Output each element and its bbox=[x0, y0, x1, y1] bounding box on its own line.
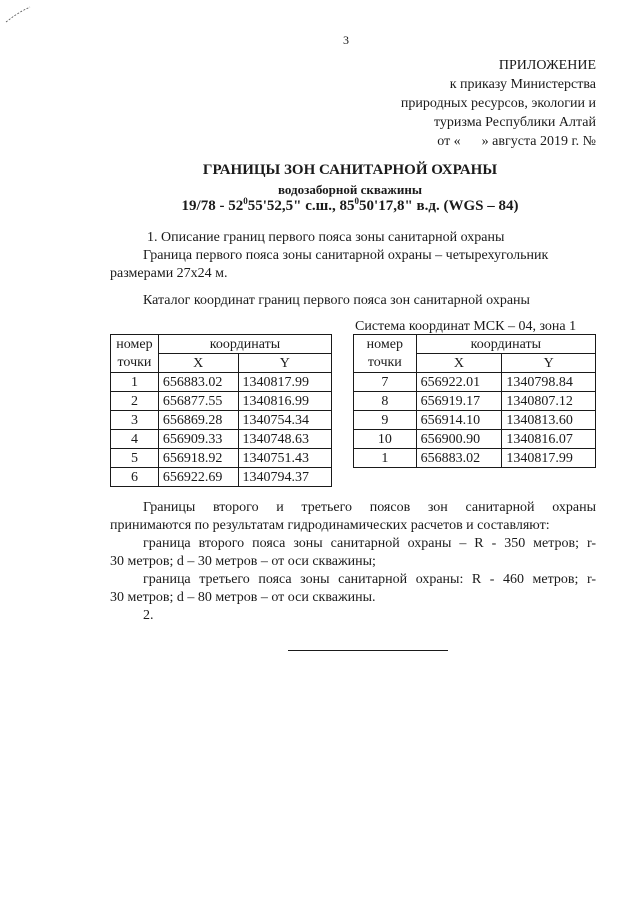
column-header-number: точки bbox=[111, 354, 159, 373]
column-header-number: номер bbox=[354, 335, 417, 354]
appendix-line: к приказу Министерства bbox=[449, 77, 596, 92]
second-belt-line: 30 метров; d – 30 метров – от оси скважины; bbox=[110, 554, 376, 569]
document-title: ГРАНИЦЫ ЗОН САНИТАРНОЙ ОХРАНЫ bbox=[202, 162, 498, 178]
second-belt-line: граница второго пояса зоны санитарной охраны – R - 350 метров; r- bbox=[143, 536, 596, 551]
point-number: 9 bbox=[354, 411, 417, 430]
table-row bbox=[354, 392, 596, 411]
table-row bbox=[354, 373, 596, 392]
x-coordinate: 656918.92 bbox=[158, 449, 238, 468]
section1-heading: 1. Описание границ первого пояса зоны санитарной охраны bbox=[147, 230, 505, 245]
point-number: 6 bbox=[111, 468, 159, 487]
x-coordinate: 656883.02 bbox=[416, 449, 502, 468]
x-coordinate: 656883.02 bbox=[158, 373, 238, 392]
appendix-title: ПРИЛОЖЕНИЕ bbox=[498, 58, 596, 73]
x-coordinate: 656869.28 bbox=[158, 411, 238, 430]
table-row bbox=[354, 449, 596, 468]
column-header-x: X bbox=[158, 354, 238, 373]
section1-text-line: Граница первого пояса зоны санитарной охраны – четырехугольник bbox=[143, 248, 549, 263]
y-coordinate: 1340794.37 bbox=[238, 468, 331, 487]
section-item-number: 2. bbox=[143, 608, 154, 623]
table-row bbox=[111, 411, 332, 430]
section1-text-line: размерами 27х24 м. bbox=[110, 266, 228, 281]
appendix-date-line: от « » августа 2019 г. № bbox=[437, 134, 596, 149]
table-row bbox=[111, 430, 332, 449]
y-coordinate: 1340817.99 bbox=[238, 373, 331, 392]
point-number: 5 bbox=[111, 449, 159, 468]
appendix-block bbox=[360, 56, 596, 151]
y-coordinate: 1340813.60 bbox=[502, 411, 596, 430]
table-row bbox=[111, 373, 332, 392]
x-coordinate: 656909.33 bbox=[158, 430, 238, 449]
table-row bbox=[354, 430, 596, 449]
column-header-y: Y bbox=[502, 354, 596, 373]
table-row bbox=[111, 392, 332, 411]
x-coordinate: 656914.10 bbox=[416, 411, 502, 430]
appendix-line: природных ресурсов, экологии и bbox=[400, 96, 596, 111]
coordinates-table-right bbox=[353, 334, 596, 468]
point-number: 2 bbox=[111, 392, 159, 411]
y-coordinate: 1340748.63 bbox=[238, 430, 331, 449]
end-separator-line bbox=[288, 650, 448, 651]
y-coordinate: 1340751.43 bbox=[238, 449, 331, 468]
point-number: 10 bbox=[354, 430, 417, 449]
third-belt-line: граница третьего пояса зоны санитарной охраны: R - 460 метров; r- bbox=[143, 572, 596, 587]
section2-text-line: Границы второго и третьего поясов зон санитарной охраны bbox=[143, 500, 596, 515]
point-number: 8 bbox=[354, 392, 417, 411]
x-coordinate: 656922.69 bbox=[158, 468, 238, 487]
column-header-coordinates: координаты bbox=[416, 335, 595, 354]
coordinates-table-left bbox=[110, 334, 332, 487]
table-row bbox=[111, 468, 332, 487]
y-coordinate: 1340807.12 bbox=[502, 392, 596, 411]
x-coordinate: 656900.90 bbox=[416, 430, 502, 449]
catalog-caption: Каталог координат границ первого пояса зон санитарной охраны bbox=[143, 293, 530, 308]
point-number: 4 bbox=[111, 430, 159, 449]
x-coordinate: 656922.01 bbox=[416, 373, 502, 392]
column-header-y: Y bbox=[238, 354, 331, 373]
y-coordinate: 1340816.07 bbox=[502, 430, 596, 449]
scan-mark bbox=[4, 6, 32, 24]
y-coordinate: 1340798.84 bbox=[502, 373, 596, 392]
column-header-number: точки bbox=[354, 354, 417, 373]
y-coordinate: 1340817.99 bbox=[502, 449, 596, 468]
point-number: 7 bbox=[354, 373, 417, 392]
point-number: 1 bbox=[354, 449, 417, 468]
point-number: 3 bbox=[111, 411, 159, 430]
appendix-line: туризма Республики Алтай bbox=[433, 115, 596, 130]
coordinate-system-caption: Система координат МСК – 04, зона 1 bbox=[355, 319, 577, 334]
document-subtitle: водозаборной скважины bbox=[278, 182, 422, 197]
section2-text-line: принимаются по результатам гидродинамических расчетов и составляют: bbox=[110, 518, 550, 533]
third-belt-line: 30 метров; d – 80 метров – от оси скважины. bbox=[110, 590, 376, 605]
page-number: 3 bbox=[343, 33, 349, 47]
column-header-x: X bbox=[416, 354, 502, 373]
column-header-number: номер bbox=[111, 335, 159, 354]
table-row bbox=[111, 449, 332, 468]
y-coordinate: 1340754.34 bbox=[238, 411, 331, 430]
x-coordinate: 656919.17 bbox=[416, 392, 502, 411]
y-coordinate: 1340816.99 bbox=[238, 392, 331, 411]
table-row bbox=[354, 411, 596, 430]
column-header-coordinates: координаты bbox=[158, 335, 331, 354]
x-coordinate: 656877.55 bbox=[158, 392, 238, 411]
point-number: 1 bbox=[111, 373, 159, 392]
well-coordinates: $19/78 - 52^055'52,5$" с.ш., $85^050'17,8$" в.д. (WGS – 84) bbox=[181, 196, 519, 214]
